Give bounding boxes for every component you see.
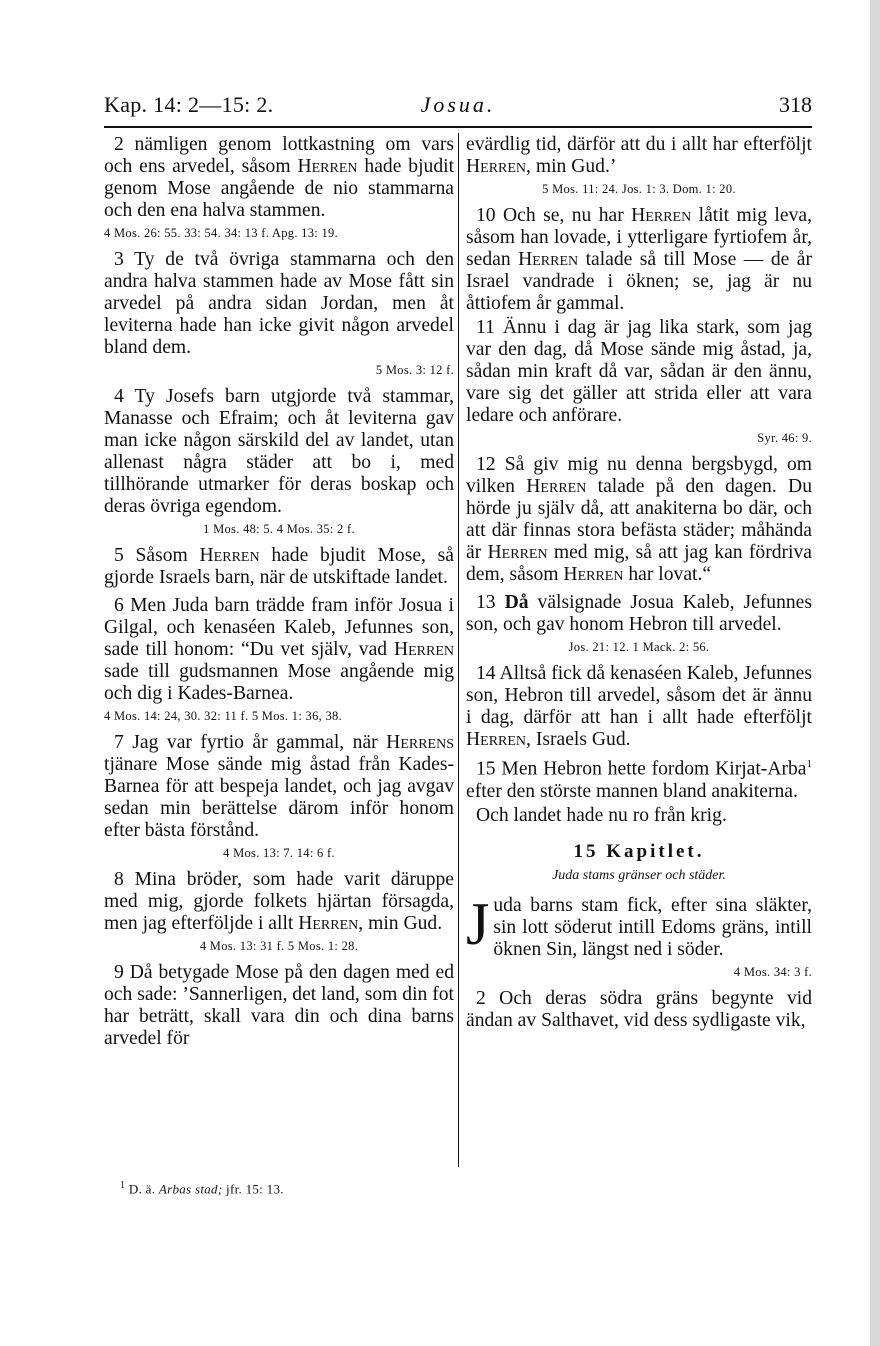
verse-13: 13 Då välsignade Josua Kaleb, Jefunnes son, och gav honom Hebron till arvedel. <box>466 592 812 635</box>
verse-2: 2 nämligen genom lottkastning om vars och ens arvedel, såsom Herren hade bjudit genom Mose angående de nio stammarna och den ena halva stammen. <box>104 134 455 221</box>
left-column <box>104 134 454 1052</box>
drop-cap: J <box>466 890 490 957</box>
right-column <box>466 134 812 1034</box>
chapter-subtitle: Juda stams gränser och städer. <box>552 867 726 883</box>
chapter-15-verse-1: Juda barns stam fick, efter sina släkter, sin lott söderut intill Edoms gräns, intill öknen Sin, längst ned i söder. <box>466 890 812 960</box>
verse-14: 14 Alltså fick då kenaséen Kaleb, Jefunnes son, Hebron till arvedel, såsom det är ännu i dag, därför att han i allt hade efterföljt Herren, Israels Gud. <box>466 663 812 750</box>
header-page-number: 318 <box>779 92 812 117</box>
verse-9-continued: evärdlig tid, därför att du i allt har efterföljt Herren, min Gud.’ <box>466 134 812 177</box>
footnote: $^1$ D. ä. Arbas stad; jfr. 15: 13. <box>120 1180 284 1197</box>
header-rule <box>104 126 812 128</box>
verse-15-closing: Och landet hade nu ro från krig. <box>476 804 727 826</box>
footnote-marker: 1 <box>806 758 812 770</box>
verse-7: 7 Jag var fyrtio år gammal, när Herrens tjänare Mose sände mig åstad från Kades-Barnea för att bespeja landet, och jag avgav sedan min berättelse därom inför honom efter bästa förstånd. <box>104 732 454 841</box>
cross-ref-v8: 4 Mos. 13: 31 f. 5 Mos. 1: 28. <box>199 939 359 953</box>
verse-6: 6 Men Juda barn trädde fram inför Josua i Gilgal, och kenaséen Kaleb, Jefunnes son, sade till honom: “Du vet själv, vad Herren sade till gudsmannen Mose angående mig och dig i Kades-Barnea. <box>104 595 454 704</box>
verse-8: 8 Mina bröder, som hade varit däruppe med mig, gjorde folkets hjärtan försagda, men jag efterföljde i allt Herren, min Gud. <box>104 869 454 934</box>
cross-ref-v11: Syr. 46: 9. <box>757 431 812 445</box>
cross-ref-v6: 4 Mos. 14: 24, 30. 32: 11 f. 5 Mos. 1: 36, 38. <box>104 709 342 723</box>
cross-ref-c15-v1: 4 Mos. 34: 3 f. <box>733 964 812 979</box>
cross-ref-v9: 5 Mos. 11: 24. Jos. 1: 3. Dom. 1: 20. <box>542 182 736 196</box>
cross-ref-v7: 4 Mos. 13: 7. 14: 6 f. <box>223 846 335 860</box>
cross-ref-v4: 1 Mos. 48: 5. 4 Mos. 35: 2 f. <box>203 522 355 536</box>
verse-3: 3 Ty de två övriga stammarna och den andra halva stammen hade av Mose fått sin arvedel på andra sidan Jordan, men åt leviterna hade han icke givit någon arvedel bland dem. <box>104 249 454 358</box>
cross-ref-v2: 4 Mos. 26: 55. 33: 54. 34: 13 f. Apg. 13: 19. <box>104 226 338 240</box>
cross-ref-v13: Jos. 21: 12. 1 Mack. 2: 56. <box>568 640 710 654</box>
verse-15: 15 Men Hebron hette fordom Kirjat-Arba$^1$ efter den störste mannen bland anakiterna. <box>466 758 812 802</box>
chapter-heading: 15 Kapitlet. <box>573 840 705 862</box>
page-edge-shadow <box>870 0 880 1346</box>
verse-10: 10 Och se, nu har Herren låtit mig leva, såsom han lovade, i ytterligare fyrtiofem år, sedan Herren talade så till Mose — de år Israel vandrade i öknen; se, jag är nu åttiofem år gammal. <box>466 205 812 314</box>
column-divider <box>458 133 459 1167</box>
cross-ref-v3: 5 Mos. 3: 12 f. <box>375 363 454 377</box>
chapter-15-verse-2: 2 Och deras södra gräns begynte vid ändan av Salthavet, vid dess sydligaste vik, <box>466 987 812 1031</box>
running-header <box>104 90 812 126</box>
verse-11: 11 Ännu i dag är jag lika stark, som jag var den dag, då Mose sände mig åstad, ja, sådan min kraft då var, sådan är den ännu, vare sig det gäller att strida eller att vara ledare och anförare. <box>466 317 812 426</box>
verse-9: 9 Då betygade Mose på den dagen med ed och sade: ’Sannerligen, det land, som din fot har beträtt, skall vara din och dina barns arvedel för <box>104 962 454 1049</box>
verse-4: 4 Ty Josefs barn utgjorde två stammar, Manasse och Efraim; och åt leviterna gav man icke någon särskild del av landet, utan allenast några städer att bo i, med tillhörande utmarker för deras boskap och deras övriga egendom. <box>104 386 454 517</box>
header-book-title: Josua. <box>420 92 496 117</box>
header-chapter-range: Kap. 14: 2—15: 2. <box>104 92 274 117</box>
verse-5: 5 Såsom Herren hade bjudit Mose, så gjorde Israels barn, när de utskiftade landet. <box>104 545 454 588</box>
verse-13-initial: Då <box>504 592 529 613</box>
verse-12: 12 Så giv mig nu denna bergsbygd, om vilken Herren talade på den dagen. Du hörde ju själv då, att anakiterna bo där, och att där finnas stora befästa städer; måhända är Herren med mig, så att jag kan fördriva dem, såsom Herren har lovat.“ <box>466 454 812 585</box>
